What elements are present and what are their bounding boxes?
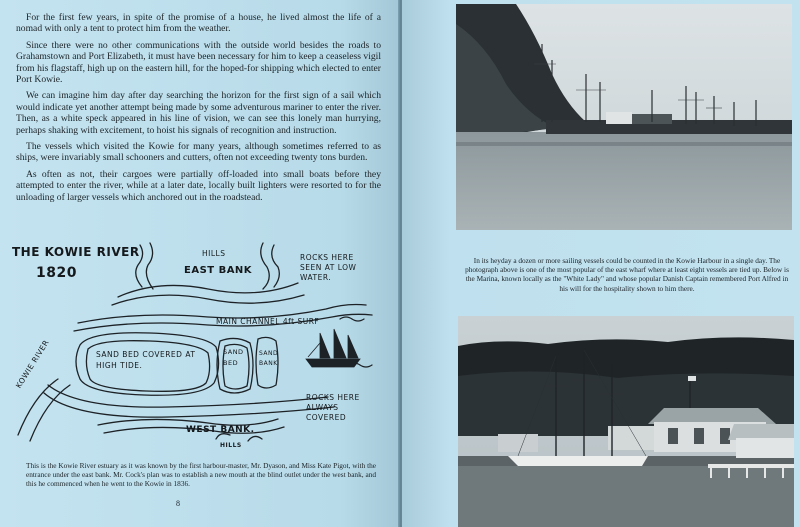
marina-photo: [458, 316, 794, 527]
main-channel-label: MAIN CHANNEL 4ft SURF: [216, 317, 320, 326]
map-caption: This is the Kowie River estuary as it was known by the first harbour-master, Mr. Dyason, and Miss Kate Pigot, with the entrance under the east bank. Mr. Cock's plan was to establish a new mouth at the blind outlet under the west bank, and this he commenced when he went to the Kowie in 1836.: [26, 461, 376, 488]
hill-line: [146, 243, 153, 289]
paragraph: Since there were no other communications with the outside world besides the roads to Grahamstown and Port Elizabeth, it must have been necessary for him to keep a ceaseless vigil from his flagstaff, high up on the eastern hill, for the hoped-for shipping which elected to enter Port Kowie.: [16, 39, 381, 86]
sand-bed-covered-label: SAND BED COVERED AT HIGH TIDE.: [96, 350, 196, 370]
rocks-always-covered-label: ROCKS HERE ALWAYS COVERED: [306, 393, 360, 422]
rocks-low-water-label: ROCKS HERE SEEN AT LOW WATER.: [300, 253, 357, 282]
paragraph: As often as not, their cargoes were partially off-loaded into small boats before they attempted to enter the river, while at a later date, locally built lighters were resorted to for the unloading of larger vessels which anchored out in the roadstead.: [16, 168, 381, 203]
west-bank-label: WEST BANK.: [186, 425, 255, 435]
paragraph: We can imagine him day after day searching the horizon for the first sign of a sail which would indicate yet another attempt being made by some adventurous mariner to enter the river. Then, as a white speck appeared in his line of vision, we can see this lonely man hurrying, perhaps shaking with excitement, to hoist his signals of recognition and instruction.: [16, 90, 381, 136]
sailing-ship-icon: [306, 329, 360, 367]
east-wharf-photo: [456, 4, 792, 230]
hill-line: [261, 243, 270, 289]
paragraph: For the first few years, in spite of the promise of a house, he lived almost the life of a nomad with only a tent to protect him from the weather.: [16, 12, 381, 35]
kowie-river-map: [8, 235, 392, 455]
harbour-photo-top: [456, 4, 792, 230]
body-text: [16, 12, 381, 208]
sand-bed-label: SAND BED: [223, 348, 244, 367]
hills-bottom-label: HILLS: [220, 442, 242, 449]
map-year: 1820: [36, 265, 77, 281]
map-title: THE KOWIE RIVER: [12, 245, 140, 259]
page-number: 8: [176, 499, 180, 508]
sand-bank-label: SAND BANK: [259, 350, 279, 367]
east-bank-label: EAST BANK: [184, 265, 253, 276]
right-page: [402, 0, 800, 527]
harbour-photo-bottom: [458, 316, 794, 527]
photos-caption: In its heyday a dozen or more sailing vessels could be counted in the Kowie Harbour in a single day. The photograph above is one of the most popular of the east wharf where at least eight vessels are tied up. Below is the Marina, known locally as the "White Lady" and whose popular Danish Captain remembered Port Alfred in his will for the hospitality shown to him there.: [465, 256, 789, 293]
hill-line: [272, 245, 280, 287]
hills-label: HILLS: [202, 249, 226, 258]
paragraph: The vessels which visited the Kowie for many years, although sometimes referred to as ships, were invariably small schooners and cutters, often not exceeding twenty tons burden.: [16, 141, 381, 164]
kowie-river-label: KOWIE RIVER: [14, 338, 51, 390]
